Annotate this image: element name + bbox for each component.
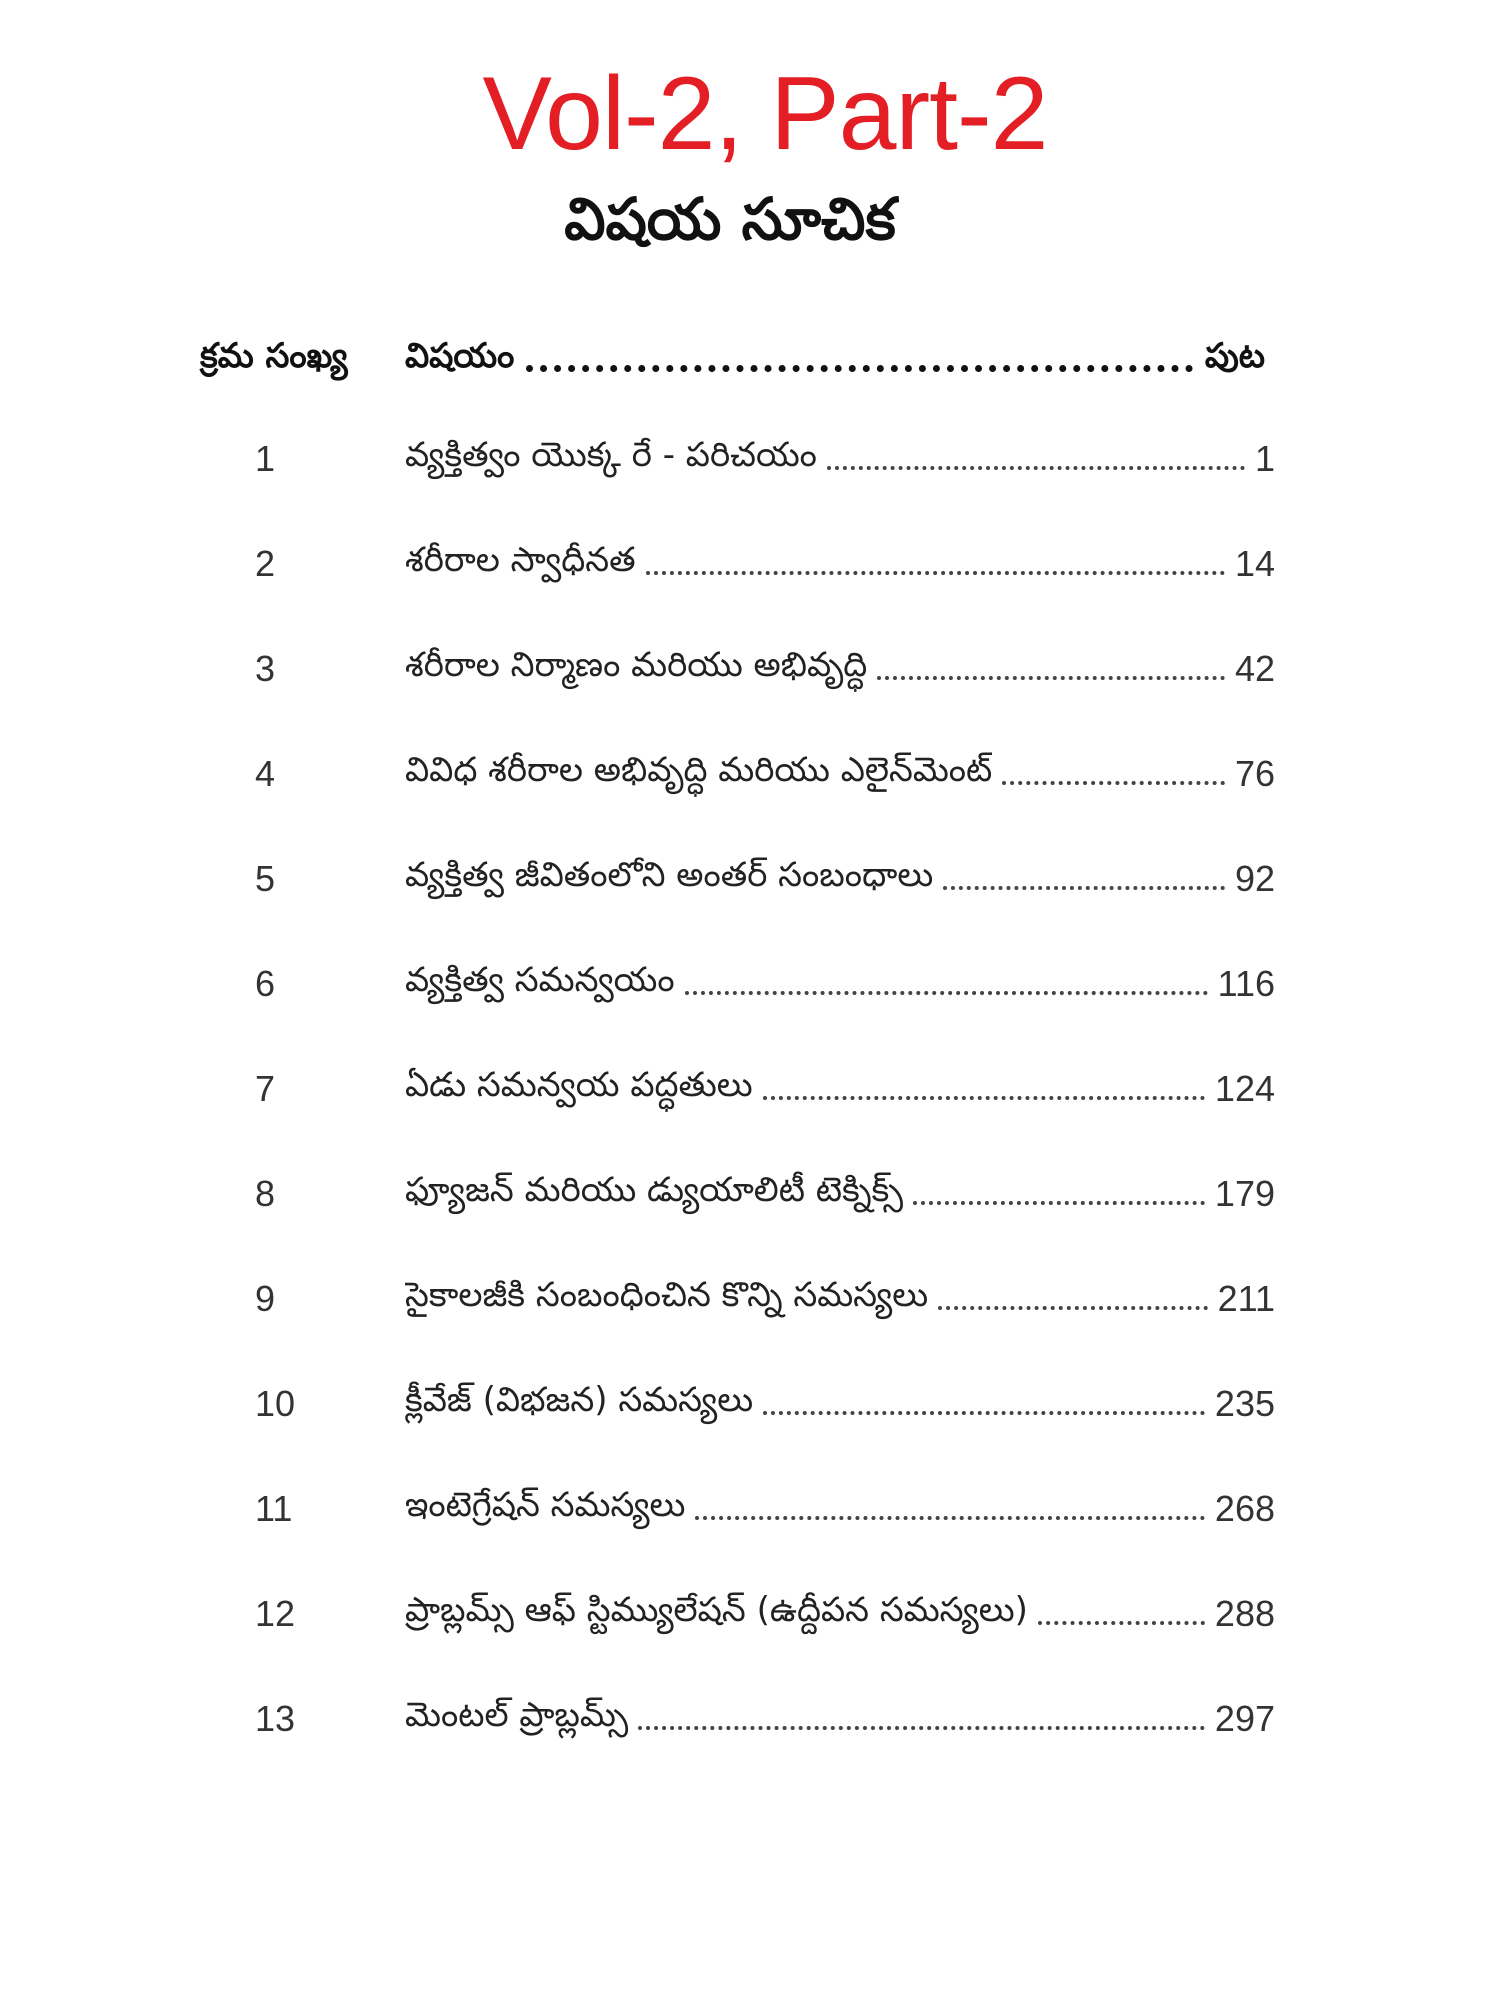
entry-page: 288: [1214, 1592, 1275, 1634]
entry-page: 42: [1234, 647, 1275, 689]
entry-page: 268: [1214, 1487, 1275, 1529]
entry-page: 211: [1217, 1277, 1275, 1319]
leader-dots: [646, 571, 1225, 575]
toc-entry-8: [200, 1141, 1275, 1246]
toc-header: [200, 332, 1265, 388]
leader-dots: [1038, 1621, 1205, 1625]
leader-dots: [913, 1201, 1205, 1205]
entry-number: 1: [255, 437, 276, 479]
leader-dots: [685, 991, 1208, 995]
entry-number: 8: [255, 1172, 276, 1214]
toc-entry-3: [200, 616, 1275, 721]
entry-number: 7: [255, 1067, 276, 1109]
page-subtitle: విషయ సూచిక: [564, 185, 896, 253]
entry-page: 92: [1234, 857, 1275, 899]
header-page-label: పుట: [1204, 336, 1265, 376]
entry-number: 6: [255, 962, 276, 1004]
toc-entry-12: [200, 1561, 1275, 1666]
leader-dots: [1002, 781, 1225, 785]
entry-number: 4: [255, 752, 276, 794]
entry-page: 1: [1254, 437, 1275, 479]
entry-title: శరీరాల నిర్మాణం మరియు అభివృద్ధి: [405, 644, 868, 685]
entry-title: ప్రాబ్లమ్స్ ఆఫ్ స్టిమ్యులేషన్ (ఉద్దీపన సమస్యలు): [405, 1589, 1028, 1630]
page-title: Vol-2, Part-2: [482, 56, 1048, 172]
entry-title: క్లీవేజ్ (విభజన) సమస్యలు: [405, 1379, 754, 1420]
entry-title: వ్యక్తిత్వం యొక్క రే - పరిచయం: [405, 434, 817, 475]
leader-dots: [877, 676, 1225, 680]
entry-title: సైకాలజీకి సంబంధించిన కొన్ని సమస్యలు: [405, 1274, 929, 1315]
entry-page: 179: [1214, 1172, 1275, 1214]
entry-page: 235: [1214, 1382, 1275, 1424]
entry-page: 124: [1214, 1067, 1275, 1109]
entry-page: 14: [1234, 542, 1275, 584]
entry-page: 76: [1234, 752, 1275, 794]
entry-number: 2: [255, 542, 276, 584]
entry-page: 297: [1214, 1697, 1275, 1739]
entry-number: 12: [255, 1592, 296, 1634]
toc-entry-5: [200, 826, 1275, 931]
entry-number: 13: [255, 1697, 296, 1739]
leader-dots: [938, 1306, 1207, 1310]
entry-title: ఏడు సమన్వయ పద్ధతులు: [405, 1064, 753, 1105]
entry-title: శరీరాల స్వాధీనత: [405, 539, 636, 580]
entry-title: వ్యక్తిత్వ జీవితంలోని అంతర్ సంబంధాలు: [405, 854, 934, 895]
toc-list: [200, 406, 1275, 1771]
entry-number: 5: [255, 857, 276, 899]
toc-entry-6: [200, 931, 1275, 1036]
entry-number: 11: [255, 1487, 293, 1529]
entry-page: 116: [1217, 962, 1275, 1004]
toc-entry-11: [200, 1456, 1275, 1561]
header-leader-dots: [526, 365, 1192, 372]
leader-dots: [763, 1096, 1205, 1100]
leader-dots: [695, 1516, 1204, 1520]
toc-entry-2: [200, 511, 1275, 616]
leader-dots: [638, 1726, 1205, 1730]
toc-entry-10: [200, 1351, 1275, 1456]
toc-entry-9: [200, 1246, 1275, 1351]
toc-entry-13: [200, 1666, 1275, 1771]
entry-number: 10: [255, 1382, 296, 1424]
entry-title: ఇంటెగ్రేషన్ సమస్యలు: [405, 1484, 686, 1525]
entry-number: 3: [255, 647, 276, 689]
toc-entry-7: [200, 1036, 1275, 1141]
leader-dots: [943, 886, 1225, 890]
entry-title: వివిధ శరీరాల అభివృద్ధి మరియు ఎలైన్‌మెంట్: [405, 749, 993, 790]
entry-number: 9: [255, 1277, 276, 1319]
header-subject-label: విషయం: [405, 336, 515, 376]
toc-entry-1: [200, 406, 1275, 511]
leader-dots: [827, 466, 1245, 470]
entry-title: ఫ్యూజన్ మరియు డ్యుయాలిటీ టెక్నిక్స్: [405, 1169, 904, 1210]
leader-dots: [763, 1411, 1205, 1415]
toc-entry-4: [200, 721, 1275, 826]
entry-title: మెంటల్ ప్రాబ్లమ్స్: [405, 1694, 629, 1735]
header-number-label: క్రమ సంఖ్య: [200, 336, 348, 376]
entry-title: వ్యక్తిత్వ సమన్వయం: [405, 959, 675, 1000]
